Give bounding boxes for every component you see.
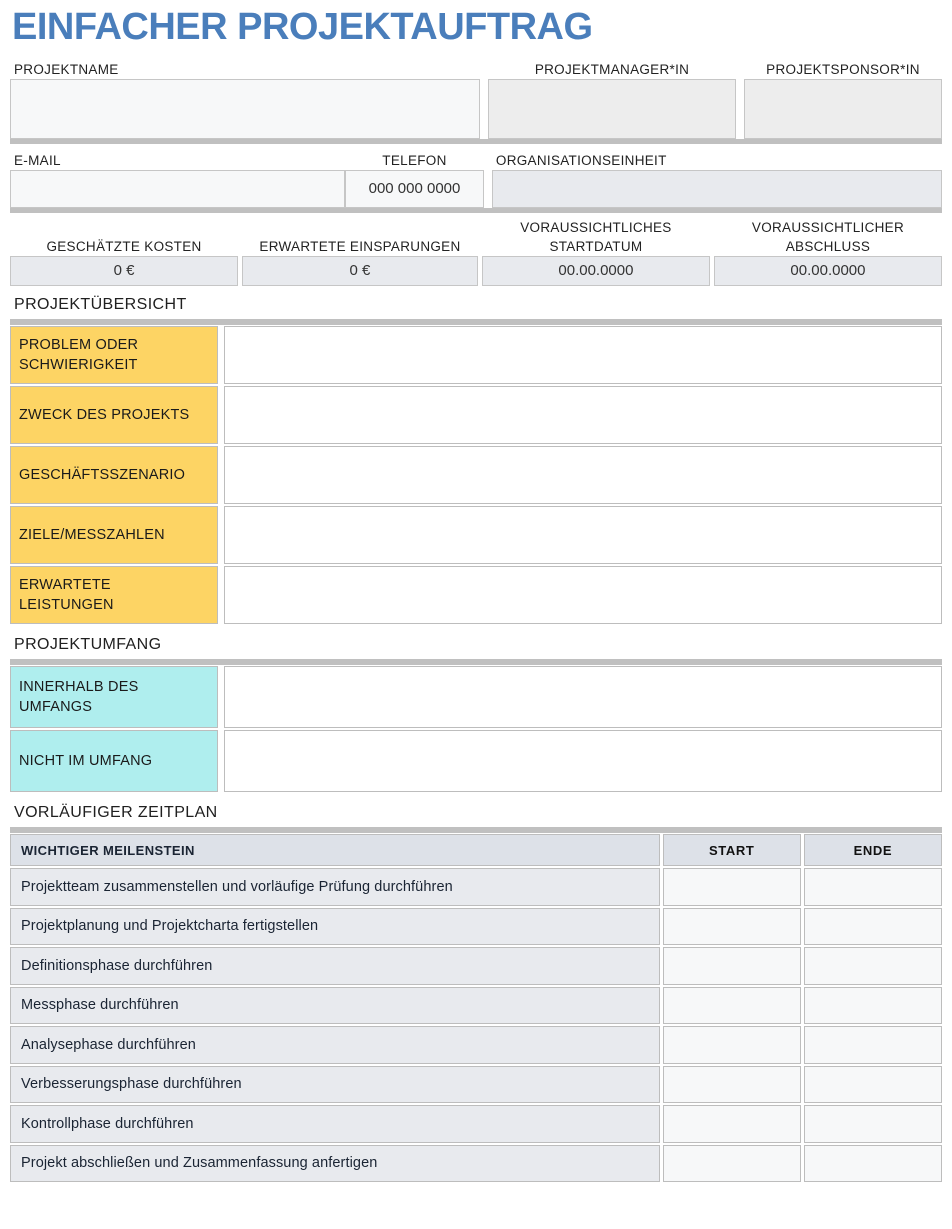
- overview-input-problem[interactable]: [224, 326, 942, 384]
- identity-row: [10, 60, 942, 139]
- timeline-top-bar: [10, 827, 942, 833]
- estimated-cost-label: GESCHÄTZTE KOSTEN: [46, 239, 202, 254]
- overview-input-business-case[interactable]: [224, 446, 942, 504]
- phone-group: [345, 151, 484, 208]
- phone-input[interactable]: 000 000 0000: [345, 170, 484, 208]
- start-date-label-line2: STARTDATUM: [549, 239, 643, 254]
- scope-label-out-of-scope: NICHT IM UMFANG: [10, 730, 218, 792]
- start-date-group: [482, 218, 710, 286]
- table-row: [10, 1026, 942, 1064]
- start-date-input[interactable]: 00.00.0000: [482, 256, 710, 286]
- timeline-milestone-label: Verbesserungsphase durchführen: [10, 1066, 660, 1104]
- email-label: E-MAIL: [14, 153, 61, 168]
- overview-input-deliverables[interactable]: [224, 566, 942, 624]
- overview-label-problem: PROBLEM ODER SCHWIERIGKEIT: [10, 326, 218, 384]
- divider-identity: [10, 139, 942, 144]
- end-date-label-line2: ABSCHLUSS: [785, 239, 871, 254]
- org-unit-label: ORGANISATIONSEINHEIT: [495, 153, 667, 168]
- timeline-start-input[interactable]: [663, 1105, 801, 1143]
- end-date-label-line1: VORAUSSICHTLICHER: [751, 220, 905, 235]
- timeline-milestone-label: Projektteam zusammenstellen und vorläufige Prüfung durchführen: [10, 868, 660, 906]
- overview-table: [10, 326, 942, 624]
- project-name-group: [10, 60, 480, 139]
- timeline-milestone-label: Messphase durchführen: [10, 987, 660, 1025]
- email-input[interactable]: [10, 170, 345, 208]
- timeline-end-input[interactable]: [804, 1145, 942, 1183]
- page-title: EINFACHER PROJEKTAUFTRAG: [12, 6, 593, 48]
- overview-row: [10, 566, 942, 624]
- overview-row: [10, 326, 942, 384]
- timeline-start-input[interactable]: [663, 1066, 801, 1104]
- scope-input-in-scope[interactable]: [224, 666, 942, 728]
- timeline-start-input[interactable]: [663, 908, 801, 946]
- timeline-start-input[interactable]: [663, 1026, 801, 1064]
- start-date-label-line1: VORAUSSICHTLICHES: [520, 220, 672, 235]
- project-sponsor-label: PROJEKTSPONSOR*IN: [766, 62, 920, 77]
- overview-row: [10, 386, 942, 444]
- expected-savings-input[interactable]: 0 €: [242, 256, 478, 286]
- table-row: [10, 1066, 942, 1104]
- timeline-milestone-label: Projektplanung und Projektcharta fertigstellen: [10, 908, 660, 946]
- timeline-end-input[interactable]: [804, 908, 942, 946]
- timeline-start-input[interactable]: [663, 947, 801, 985]
- scope-label-in-scope: INNERHALB DES UMFANGS: [10, 666, 218, 728]
- timeline-milestone-label: Projekt abschließen und Zusammenfassung anfertigen: [10, 1145, 660, 1183]
- estimated-cost-group: [10, 224, 238, 286]
- overview-row: [10, 446, 942, 504]
- expected-savings-label: ERWARTETE EINSPARUNGEN: [259, 239, 461, 254]
- timeline-column-milestone: WICHTIGER MEILENSTEIN: [10, 834, 660, 866]
- overview-input-purpose[interactable]: [224, 386, 942, 444]
- timeline-end-input[interactable]: [804, 947, 942, 985]
- timeline-start-input[interactable]: [663, 987, 801, 1025]
- timeline-milestone-label: Kontrollphase durchführen: [10, 1105, 660, 1143]
- end-date-input[interactable]: 00.00.0000: [714, 256, 942, 286]
- timeline-table: [10, 834, 942, 1182]
- project-manager-input[interactable]: [488, 79, 736, 139]
- scope-table: [10, 666, 942, 792]
- timeline-header-row: [10, 834, 942, 866]
- overview-input-goals-metrics[interactable]: [224, 506, 942, 564]
- overview-label-business-case: GESCHÄFTSSZENARIO: [10, 446, 218, 504]
- timeline-end-input[interactable]: [804, 1026, 942, 1064]
- overview-label-deliverables: ERWARTETE LEISTUNGEN: [10, 566, 218, 624]
- scope-row: [10, 730, 942, 792]
- timeline-heading: VORLÄUFIGER ZEITPLAN: [14, 804, 218, 821]
- email-group: [10, 151, 345, 208]
- table-row: [10, 947, 942, 985]
- contact-row: [10, 151, 942, 208]
- project-sponsor-group: [744, 60, 942, 139]
- timeline-column-end: ENDE: [804, 834, 942, 866]
- timeline-end-input[interactable]: [804, 868, 942, 906]
- timeline-end-input[interactable]: [804, 1066, 942, 1104]
- overview-label-purpose: ZWECK DES PROJEKTS: [10, 386, 218, 444]
- scope-row: [10, 666, 942, 728]
- timeline-start-input[interactable]: [663, 868, 801, 906]
- phone-label: TELEFON: [382, 153, 447, 168]
- table-row: [10, 1145, 942, 1183]
- timeline-milestone-label: Analysephase durchführen: [10, 1026, 660, 1064]
- org-unit-group: [492, 151, 942, 208]
- divider-contact: [10, 208, 942, 213]
- scope-top-bar: [10, 659, 942, 665]
- overview-heading: PROJEKTÜBERSICHT: [14, 296, 187, 313]
- timeline-start-input[interactable]: [663, 1145, 801, 1183]
- project-name-input[interactable]: [10, 79, 480, 139]
- timeline-end-input[interactable]: [804, 987, 942, 1025]
- project-name-label: PROJEKTNAME: [14, 62, 119, 77]
- timeline-end-input[interactable]: [804, 1105, 942, 1143]
- table-row: [10, 908, 942, 946]
- overview-label-goals-metrics: ZIELE/MESSZAHLEN: [10, 506, 218, 564]
- timeline-column-start: START: [663, 834, 801, 866]
- estimated-cost-input[interactable]: 0 €: [10, 256, 238, 286]
- project-manager-group: [488, 60, 736, 139]
- org-unit-input[interactable]: [492, 170, 942, 208]
- expected-savings-group: [242, 224, 478, 286]
- end-date-group: [714, 218, 942, 286]
- table-row: [10, 987, 942, 1025]
- project-manager-label: PROJEKTMANAGER*IN: [534, 62, 690, 77]
- overview-row: [10, 506, 942, 564]
- overview-top-bar: [10, 319, 942, 325]
- project-sponsor-input[interactable]: [744, 79, 942, 139]
- financials-row: [10, 218, 942, 286]
- timeline-milestone-label: Definitionsphase durchführen: [10, 947, 660, 985]
- scope-input-out-of-scope[interactable]: [224, 730, 942, 792]
- scope-heading: PROJEKTUMFANG: [14, 636, 162, 653]
- table-row: [10, 1105, 942, 1143]
- table-row: [10, 868, 942, 906]
